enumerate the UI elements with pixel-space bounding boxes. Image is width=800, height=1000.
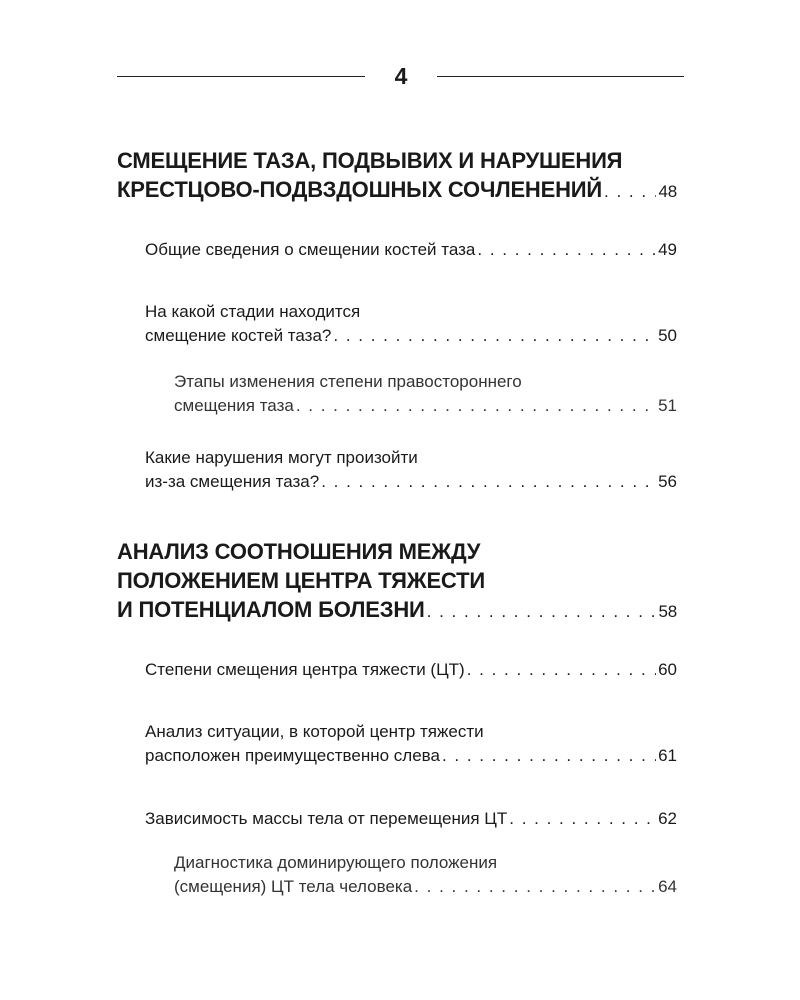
dot-leader [414, 875, 656, 899]
toc-entry-title-line: На какой стадии находится [145, 302, 361, 321]
toc-entry-page: 64 [658, 877, 677, 896]
toc-entry-title-line: Какие нарушения могут произойти [145, 448, 418, 467]
page-number: 4 [394, 63, 408, 89]
toc-entry-last-line [117, 175, 677, 206]
toc-subsection-entry[interactable] [145, 446, 677, 494]
toc-subsubsection-entry[interactable] [174, 370, 677, 418]
toc-entry-page: 58 [658, 602, 677, 621]
toc-entry-title-end: смещение костей таза? [145, 326, 332, 345]
toc-entry-last-line [174, 875, 677, 899]
dot-leader [477, 238, 656, 262]
toc-subsection-entry[interactable] [145, 300, 677, 348]
toc-entry-title-end: (смещения) ЦТ тела человека [174, 877, 413, 896]
toc-entry-title-end: Зависимость массы тела от перемещения ЦТ [145, 809, 508, 828]
toc-entry-page: 49 [658, 240, 677, 259]
toc-entry-title-end: смещения таза [174, 396, 294, 415]
toc-entry-title-line: АНАЛИЗ СООТНОШЕНИЯ МЕЖДУ [117, 539, 481, 564]
toc-entry-last-line [145, 324, 677, 348]
toc-entry-title-line: Анализ ситуации, в которой центр тяжести [145, 722, 484, 741]
dot-leader [333, 324, 656, 348]
dot-leader [321, 470, 656, 494]
toc-entry-title-line: Диагностика доминирующего положения [174, 853, 498, 872]
toc-entry-title-line: ПОЛОЖЕНИЕМ ЦЕНТРА ТЯЖЕСТИ [117, 568, 485, 593]
toc-entry-page: 62 [658, 809, 677, 828]
dot-leader [467, 658, 656, 682]
toc-subsection-entry[interactable] [145, 807, 677, 831]
toc-section-entry[interactable] [117, 146, 677, 206]
toc-entry-last-line [145, 658, 677, 682]
toc-section-entry[interactable] [117, 537, 677, 626]
toc-subsection-entry[interactable] [145, 658, 677, 682]
dot-leader [296, 394, 656, 418]
dot-leader [427, 597, 657, 626]
toc-subsection-entry[interactable] [145, 720, 677, 768]
header-rule-right [437, 76, 684, 77]
toc-entry-title-end: Степени смещения центра тяжести (ЦТ) [145, 660, 465, 679]
toc-subsubsection-entry[interactable] [174, 851, 677, 899]
toc-entry-title-end: И ПОТЕНЦИАЛОМ БОЛЕЗНИ [117, 597, 425, 622]
toc-entry-title-line: Этапы изменения степени правостороннего [174, 372, 522, 391]
page-header [117, 62, 684, 92]
toc-entry-last-line [117, 595, 677, 626]
toc-entry-title-end: Общие сведения о смещении костей таза [145, 240, 476, 259]
toc-entry-last-line [174, 394, 677, 418]
toc-entry-page: 51 [658, 396, 677, 415]
toc-entry-last-line [145, 470, 677, 494]
toc-entry-title-end: КРЕСТЦОВО-ПОДВЗДОШНЫХ СОЧЛЕНЕНИЙ [117, 177, 603, 202]
toc-entry-title-end: из-за смещения таза? [145, 472, 320, 491]
toc-entry-last-line [145, 744, 677, 768]
toc-entry-page: 60 [658, 660, 677, 679]
toc-entry-title-line: СМЕЩЕНИЕ ТАЗА, ПОДВЫВИХ И НАРУШЕНИЯ [117, 148, 623, 173]
dot-leader [442, 744, 656, 768]
toc-entry-title-end: расположен преимущественно слева [145, 746, 440, 765]
dot-leader [509, 807, 656, 831]
header-rule-left [117, 76, 365, 77]
toc-subsection-entry[interactable] [145, 238, 677, 262]
toc-entry-last-line [145, 238, 677, 262]
toc-entry-page: 56 [658, 472, 677, 491]
toc-entry-page: 61 [658, 746, 677, 765]
dot-leader [604, 177, 656, 206]
toc-entry-last-line [145, 807, 677, 831]
toc-entry-page: 48 [658, 182, 677, 201]
toc-entry-page: 50 [658, 326, 677, 345]
